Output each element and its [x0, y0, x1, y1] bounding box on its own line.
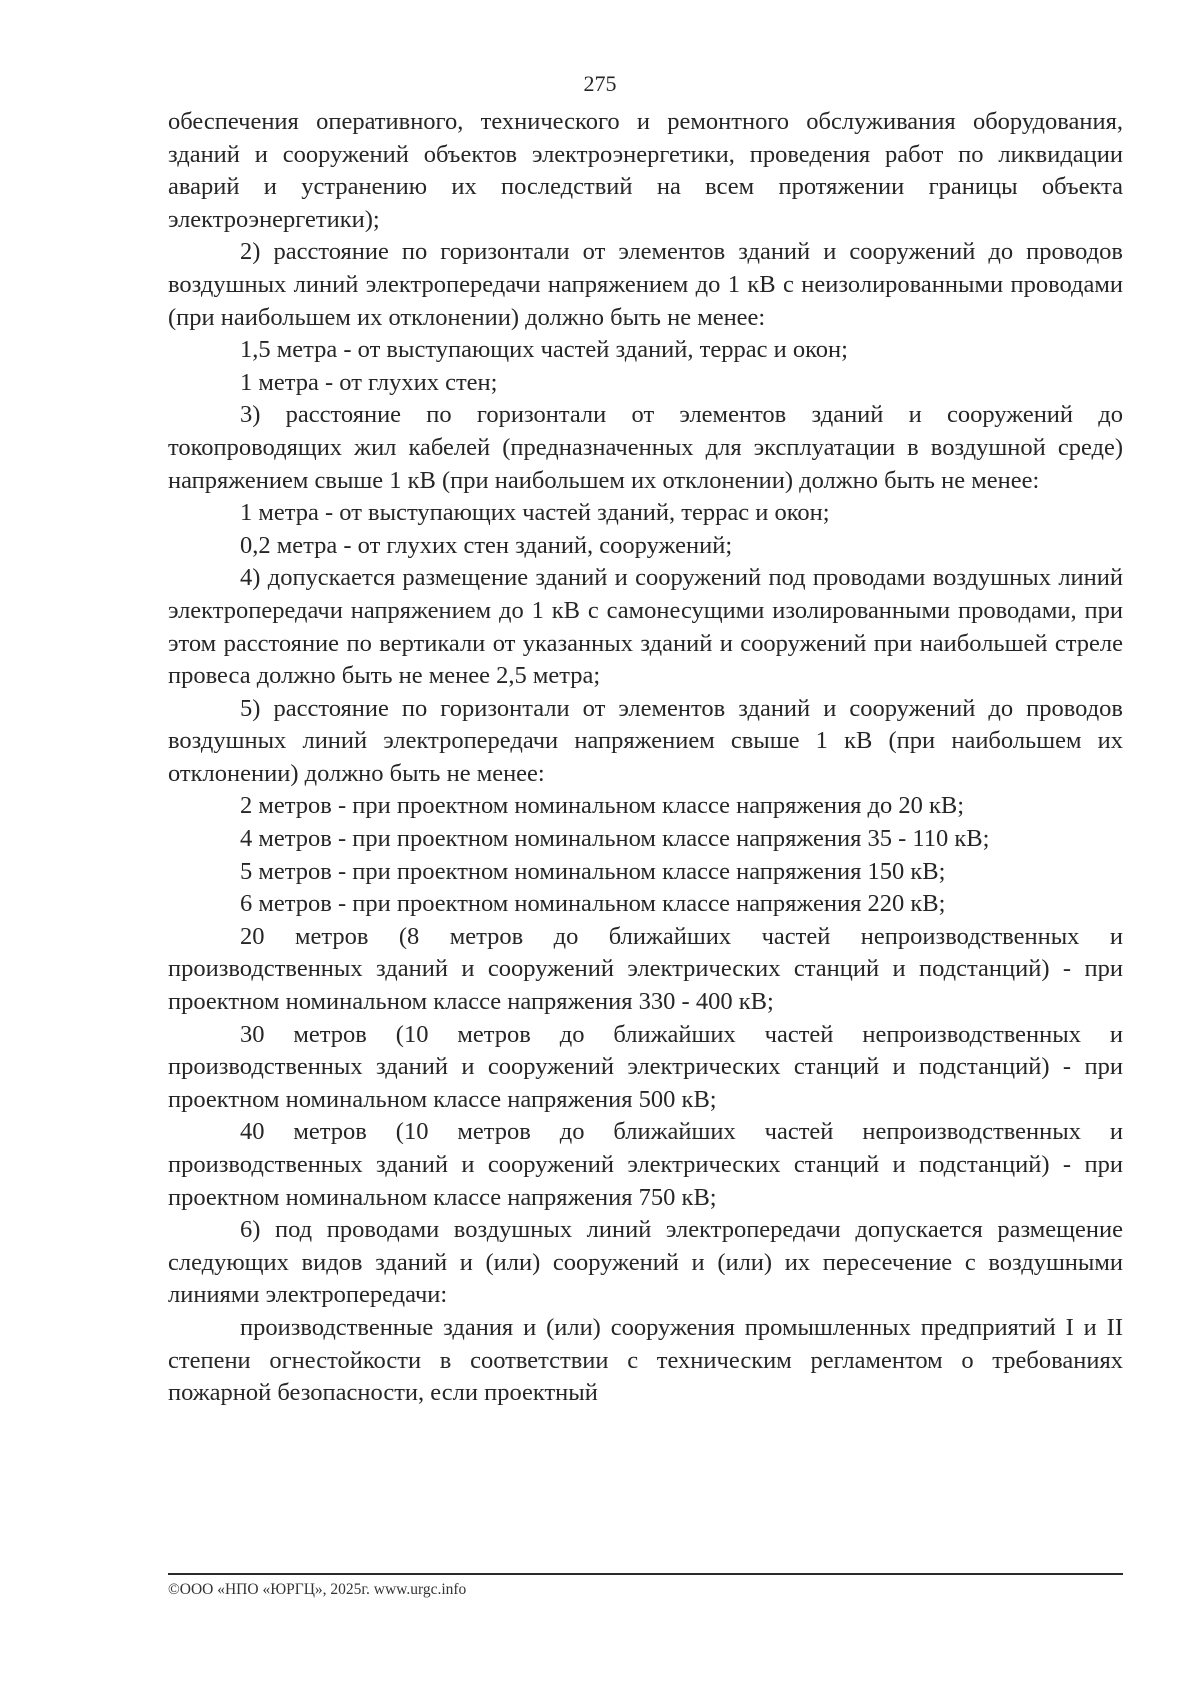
footer-divider [168, 1573, 1123, 1575]
paragraph: 5) расстояние по горизонтали от элементов зданий и сооружений до проводов воздушных линий электропередачи напряжением свыше 1 кВ (при наибольшем их отклонении) должно быть не менее: [168, 694, 1123, 787]
paragraph: 5 метров - при проектном номинальном классе напряжения 150 кВ; [240, 857, 946, 885]
paragraph: 1 метра - от выступающих частей зданий, террас и окон; [240, 499, 830, 527]
paragraph: 40 метров (10 метров до ближайших частей непроизводственных и производственных зданий и сооружений электрических станций и подстанций) - при проектном номинальном классе напряжения 750 кВ; [168, 1118, 1123, 1211]
paragraph: 3) расстояние по горизонтали от элементов зданий и сооружений до токопроводящих жил кабелей (предназначенных для эксплуатации в воздушной среде) напряжением свыше 1 кВ (при наибольшем их отклонении) должно быть не менее: [168, 401, 1123, 494]
paragraph: обеспечения оперативного, технического и ремонтного обслуживания оборудования, зданий и сооружений объектов электроэнергетики, проведения работ по ликвидации аварий и устранению их последствий на всем протяжении границы объекта электроэнергетики); [168, 108, 1123, 233]
paragraph: 20 метров (8 метров до ближайших частей непроизводственных и производственных зданий и сооружений электрических станций и подстанций) - при проектном номинальном классе напряжения 330 - 400 кВ; [168, 922, 1123, 1016]
paragraph: производственные здания и (или) сооружения промышленных предприятий I и II степени огнестойкости в соответствии с техническим регламентом о требованиях пожарной безопасности, если проектный [168, 1313, 1123, 1407]
paragraph: 1 метра - от глухих стен; [240, 368, 498, 396]
paragraph: 4 метров - при проектном номинальном классе напряжения 35 - 110 кВ; [240, 825, 990, 853]
paragraph: 2) расстояние по горизонтали от элементов зданий и сооружений до проводов воздушных линий электропередачи напряжением до 1 кВ с неизолированными проводами (при наибольшем их отклонении) должно быть не менее: [168, 238, 1123, 331]
paragraph: 0,2 метра - от глухих стен зданий, сооружений; [240, 531, 733, 559]
body-text [168, 106, 1123, 1410]
paragraph: 6) под проводами воздушных линий электропередачи допускается размещение следующих видов зданий и (или) сооружений и (или) их пересечение с воздушными линиями электропередачи: [168, 1216, 1123, 1309]
paragraph: 1,5 метра - от выступающих частей зданий, террас и окон; [240, 336, 848, 364]
paragraph: 2 метров - при проектном номинальном классе напряжения до 20 кВ; [240, 792, 965, 820]
paragraph: 30 метров (10 метров до ближайших частей непроизводственных и производственных зданий и сооружений электрических станций и подстанций) - при проектном номинальном классе напряжения 500 кВ; [168, 1020, 1123, 1113]
paragraph: 4) допускается размещение зданий и сооружений под проводами воздушных линий электропередачи напряжением до 1 кВ с самонесущими изолированными проводами, при этом расстояние по вертикали от указанных зданий и сооружений при наибольшей стреле провеса должно быть не менее 2,5 метра; [168, 564, 1123, 690]
paragraph: 6 метров - при проектном номинальном классе напряжения 220 кВ; [240, 890, 946, 918]
footer-copyright: ©ООО «НПО «ЮРГЦ», 2025г. www.urgc.info [168, 1581, 467, 1598]
page-number: 275 [583, 71, 617, 96]
